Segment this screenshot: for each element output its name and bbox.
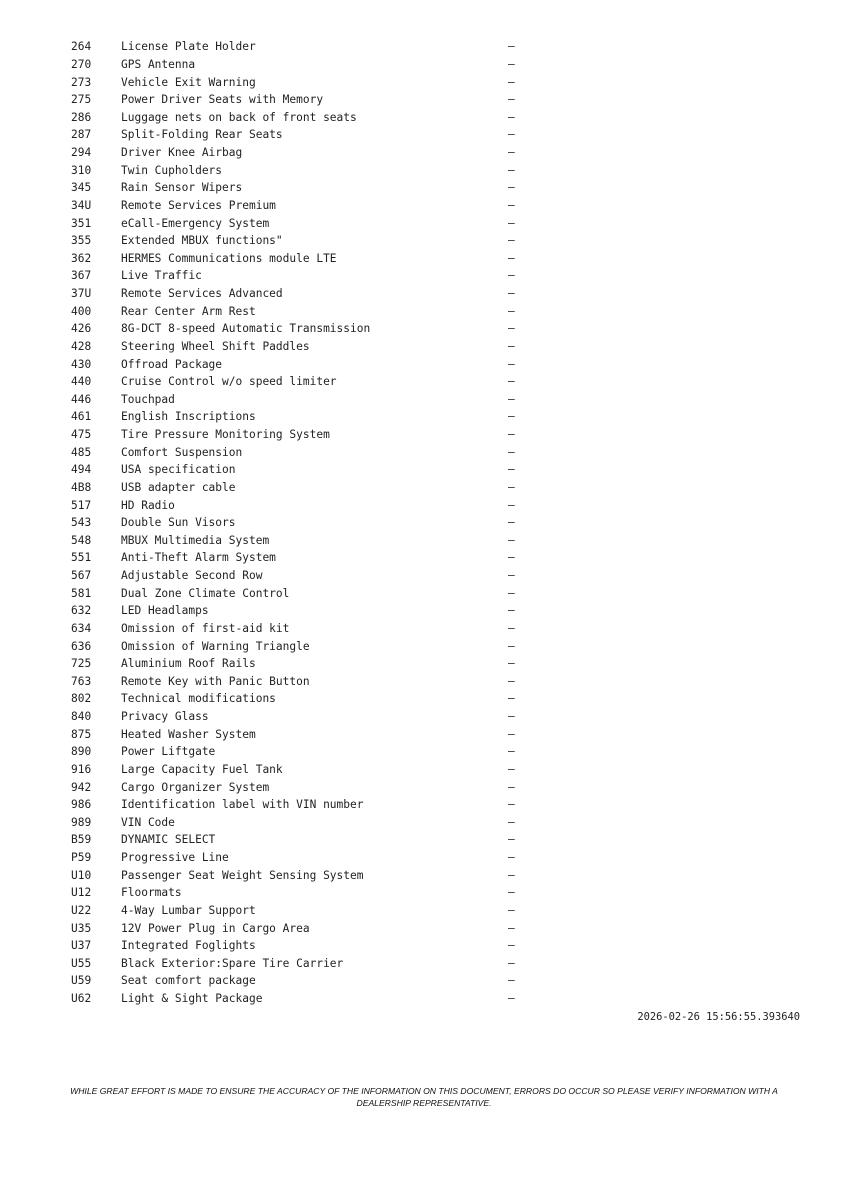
option-code: U35: [71, 921, 92, 935]
option-description: Omission of Warning Triangle: [121, 639, 310, 653]
option-price: —: [508, 357, 515, 371]
option-code: 475: [71, 428, 92, 442]
option-description: Touchpad: [121, 392, 175, 406]
option-code: 485: [71, 445, 92, 459]
option-code: 367: [71, 269, 92, 283]
option-row: [71, 690, 531, 708]
option-price: —: [508, 234, 515, 248]
option-row: [71, 778, 531, 796]
option-description: Remote Services Advanced: [121, 287, 283, 301]
option-row: [71, 655, 531, 673]
option-row: [71, 56, 531, 74]
option-code: 440: [71, 375, 92, 389]
option-code: 400: [71, 304, 92, 318]
option-description: 4-Way Lumbar Support: [121, 903, 256, 917]
option-description: Tire Pressure Monitoring System: [121, 428, 330, 442]
option-description: Offroad Package: [121, 357, 223, 371]
option-description: Heated Washer System: [121, 727, 256, 741]
option-description: Power Liftgate: [121, 745, 216, 759]
option-price: —: [508, 780, 515, 794]
option-description: Vehicle Exit Warning: [121, 75, 256, 89]
option-price: —: [508, 762, 515, 776]
option-price: —: [508, 304, 515, 318]
option-row: [71, 602, 531, 620]
option-description: HERMES Communications module LTE: [121, 251, 337, 265]
option-code: 916: [71, 762, 92, 776]
option-price: —: [508, 339, 515, 353]
option-price: —: [508, 110, 515, 124]
option-code: 494: [71, 463, 92, 477]
option-row: [71, 73, 531, 91]
option-code: 551: [71, 551, 92, 565]
option-row: [71, 197, 531, 215]
option-row: [71, 637, 531, 655]
option-code: 517: [71, 498, 92, 512]
option-code: 351: [71, 216, 92, 230]
option-row: [71, 91, 531, 109]
option-code: 581: [71, 586, 92, 600]
option-description: Extended MBUX functions": [121, 234, 283, 248]
option-code: 355: [71, 234, 92, 248]
option-price: —: [508, 745, 515, 759]
option-price: —: [508, 375, 515, 389]
option-price: —: [508, 498, 515, 512]
option-code: 890: [71, 745, 92, 759]
option-description: Power Driver Seats with Memory: [121, 93, 324, 107]
option-description: MBUX Multimedia System: [121, 533, 270, 547]
option-row: [71, 250, 531, 268]
option-price: —: [508, 146, 515, 160]
option-price: —: [508, 974, 515, 988]
option-row: [71, 391, 531, 409]
option-code: 34U: [71, 198, 92, 212]
option-price: —: [508, 322, 515, 336]
option-price: —: [508, 551, 515, 565]
option-code: 294: [71, 146, 92, 160]
option-description: Driver Knee Airbag: [121, 146, 243, 160]
option-description: Luggage nets on back of front seats: [121, 110, 357, 124]
option-description: English Inscriptions: [121, 410, 256, 424]
option-code: 634: [71, 621, 92, 635]
option-row: [71, 426, 531, 444]
option-row: [71, 972, 531, 990]
option-row: [71, 549, 531, 567]
option-price: —: [508, 181, 515, 195]
option-row: [71, 302, 531, 320]
option-description: Seat comfort package: [121, 974, 256, 988]
option-description: Remote Services Premium: [121, 198, 276, 212]
option-code: 264: [71, 40, 92, 54]
option-code: 345: [71, 181, 92, 195]
option-row: [71, 955, 531, 973]
option-code: U37: [71, 939, 92, 953]
option-row: [71, 38, 531, 56]
option-code: 725: [71, 657, 92, 671]
option-price: —: [508, 921, 515, 935]
option-row: [71, 620, 531, 638]
option-description: HD Radio: [121, 498, 175, 512]
option-description: Omission of first-aid kit: [121, 621, 290, 635]
option-row: [71, 902, 531, 920]
option-code: 287: [71, 128, 92, 142]
option-code: 543: [71, 516, 92, 530]
option-description: Steering Wheel Shift Paddles: [121, 339, 310, 353]
option-row: [71, 849, 531, 867]
option-code: 37U: [71, 287, 92, 301]
option-description: Adjustable Second Row: [121, 569, 263, 583]
option-row: [71, 567, 531, 585]
option-row: [71, 161, 531, 179]
option-description: Cruise Control w/o speed limiter: [121, 375, 337, 389]
option-code: 310: [71, 163, 92, 177]
option-code: 275: [71, 93, 92, 107]
option-row: [71, 320, 531, 338]
option-description: USA specification: [121, 463, 236, 477]
option-code: 461: [71, 410, 92, 424]
option-description: Privacy Glass: [121, 710, 209, 724]
option-price: —: [508, 903, 515, 917]
option-description: Light & Sight Package: [121, 992, 263, 1006]
option-row: [71, 937, 531, 955]
option-row: [71, 814, 531, 832]
option-price: —: [508, 798, 515, 812]
option-row: [71, 408, 531, 426]
option-row: [71, 919, 531, 937]
option-price: —: [508, 75, 515, 89]
option-row: [71, 990, 531, 1008]
option-code: 763: [71, 674, 92, 688]
option-description: Rear Center Arm Rest: [121, 304, 256, 318]
option-price: —: [508, 939, 515, 953]
option-description: Integrated Foglights: [121, 939, 256, 953]
option-code: U62: [71, 992, 92, 1006]
option-row: [71, 338, 531, 356]
option-description: Double Sun Visors: [121, 516, 236, 530]
option-price: —: [508, 569, 515, 583]
option-price: —: [508, 463, 515, 477]
option-row: [71, 708, 531, 726]
option-description: Floormats: [121, 886, 182, 900]
option-price: —: [508, 851, 515, 865]
option-price: —: [508, 480, 515, 494]
option-description: Split-Folding Rear Seats: [121, 128, 283, 142]
option-description: Comfort Suspension: [121, 445, 243, 459]
option-description: Twin Cupholders: [121, 163, 223, 177]
option-description: Black Exterior:Spare Tire Carrier: [121, 956, 344, 970]
option-price: —: [508, 428, 515, 442]
option-description: Remote Key with Panic Button: [121, 674, 310, 688]
option-code: 270: [71, 57, 92, 71]
option-price: —: [508, 93, 515, 107]
option-description: LED Headlamps: [121, 604, 209, 618]
option-code: 4B8: [71, 480, 92, 494]
option-code: 986: [71, 798, 92, 812]
option-price: —: [508, 198, 515, 212]
option-description: Aluminium Roof Rails: [121, 657, 256, 671]
option-code: U55: [71, 956, 92, 970]
option-price: —: [508, 868, 515, 882]
option-code: 273: [71, 75, 92, 89]
option-row: [71, 743, 531, 761]
option-description: Dual Zone Climate Control: [121, 586, 290, 600]
option-code: U59: [71, 974, 92, 988]
option-row: [71, 673, 531, 691]
option-price: —: [508, 886, 515, 900]
option-code: 426: [71, 322, 92, 336]
option-description: Rain Sensor Wipers: [121, 181, 243, 195]
option-price: —: [508, 992, 515, 1006]
option-row: [71, 214, 531, 232]
option-description: Cargo Organizer System: [121, 780, 270, 794]
option-row: [71, 109, 531, 127]
option-row: [71, 267, 531, 285]
option-code: 942: [71, 780, 92, 794]
option-row: [71, 514, 531, 532]
option-code: 636: [71, 639, 92, 653]
option-price: —: [508, 586, 515, 600]
option-code: 802: [71, 692, 92, 706]
option-price: —: [508, 692, 515, 706]
option-row: [71, 532, 531, 550]
option-price: —: [508, 410, 515, 424]
option-code: 632: [71, 604, 92, 618]
option-price: —: [508, 392, 515, 406]
option-price: —: [508, 710, 515, 724]
option-code: 286: [71, 110, 92, 124]
option-code: 989: [71, 815, 92, 829]
option-price: —: [508, 57, 515, 71]
option-code: U22: [71, 903, 92, 917]
option-price: —: [508, 833, 515, 847]
option-code: 548: [71, 533, 92, 547]
option-description: 8G-DCT 8-speed Automatic Transmission: [121, 322, 371, 336]
option-price: —: [508, 287, 515, 301]
option-code: 567: [71, 569, 92, 583]
option-row: [71, 584, 531, 602]
option-row: [71, 285, 531, 303]
option-description: Live Traffic: [121, 269, 202, 283]
option-price: —: [508, 533, 515, 547]
option-price: —: [508, 639, 515, 653]
option-code: 875: [71, 727, 92, 741]
option-price: —: [508, 216, 515, 230]
option-price: —: [508, 269, 515, 283]
option-price: —: [508, 445, 515, 459]
option-row: [71, 126, 531, 144]
option-code: U12: [71, 886, 92, 900]
option-code: U10: [71, 868, 92, 882]
option-row: [71, 479, 531, 497]
option-code: 446: [71, 392, 92, 406]
option-row: [71, 761, 531, 779]
option-row: [71, 144, 531, 162]
option-price: —: [508, 251, 515, 265]
option-row: [71, 725, 531, 743]
option-description: 12V Power Plug in Cargo Area: [121, 921, 310, 935]
option-row: [71, 884, 531, 902]
option-description: License Plate Holder: [121, 40, 256, 54]
option-price: —: [508, 956, 515, 970]
option-description: VIN Code: [121, 815, 175, 829]
disclaimer-text: WHILE GREAT EFFORT IS MADE TO ENSURE THE ACCURACY OF THE INFORMATION ON THIS DOCUMENT, ERRORS DO OCCUR SO PLEASE VERIFY INFORMATION WITH A DEALERSHIP REPRESENTATIVE.: [70, 1086, 778, 1108]
option-price: —: [508, 674, 515, 688]
option-code: B59: [71, 833, 92, 847]
option-price: —: [508, 516, 515, 530]
option-price: —: [508, 128, 515, 142]
option-price: —: [508, 727, 515, 741]
option-row: [71, 831, 531, 849]
option-row: [71, 355, 531, 373]
option-description: USB adapter cable: [121, 480, 236, 494]
option-description: Progressive Line: [121, 851, 229, 865]
option-row: [71, 443, 531, 461]
option-row: [71, 179, 531, 197]
option-row: [71, 796, 531, 814]
option-row: [71, 866, 531, 884]
option-price: —: [508, 604, 515, 618]
option-description: DYNAMIC SELECT: [121, 833, 216, 847]
option-price: —: [508, 815, 515, 829]
option-description: Passenger Seat Weight Sensing System: [121, 868, 364, 882]
option-price: —: [508, 163, 515, 177]
option-price: —: [508, 621, 515, 635]
option-code: 430: [71, 357, 92, 371]
option-code: 428: [71, 339, 92, 353]
option-description: Large Capacity Fuel Tank: [121, 762, 283, 776]
option-description: Anti-Theft Alarm System: [121, 551, 276, 565]
option-description: GPS Antenna: [121, 57, 196, 71]
option-description: Identification label with VIN number: [121, 798, 364, 812]
option-row: [71, 373, 531, 391]
option-description: eCall-Emergency System: [121, 216, 270, 230]
option-code: P59: [71, 851, 92, 865]
option-list: [71, 38, 531, 1007]
option-row: [71, 232, 531, 250]
generated-timestamp: 2026-02-26 15:56:55.393640: [637, 1011, 800, 1023]
option-description: Technical modifications: [121, 692, 276, 706]
option-code: 840: [71, 710, 92, 724]
option-code: 362: [71, 251, 92, 265]
option-row: [71, 461, 531, 479]
option-row: [71, 496, 531, 514]
option-price: —: [508, 40, 515, 54]
option-price: —: [508, 657, 515, 671]
